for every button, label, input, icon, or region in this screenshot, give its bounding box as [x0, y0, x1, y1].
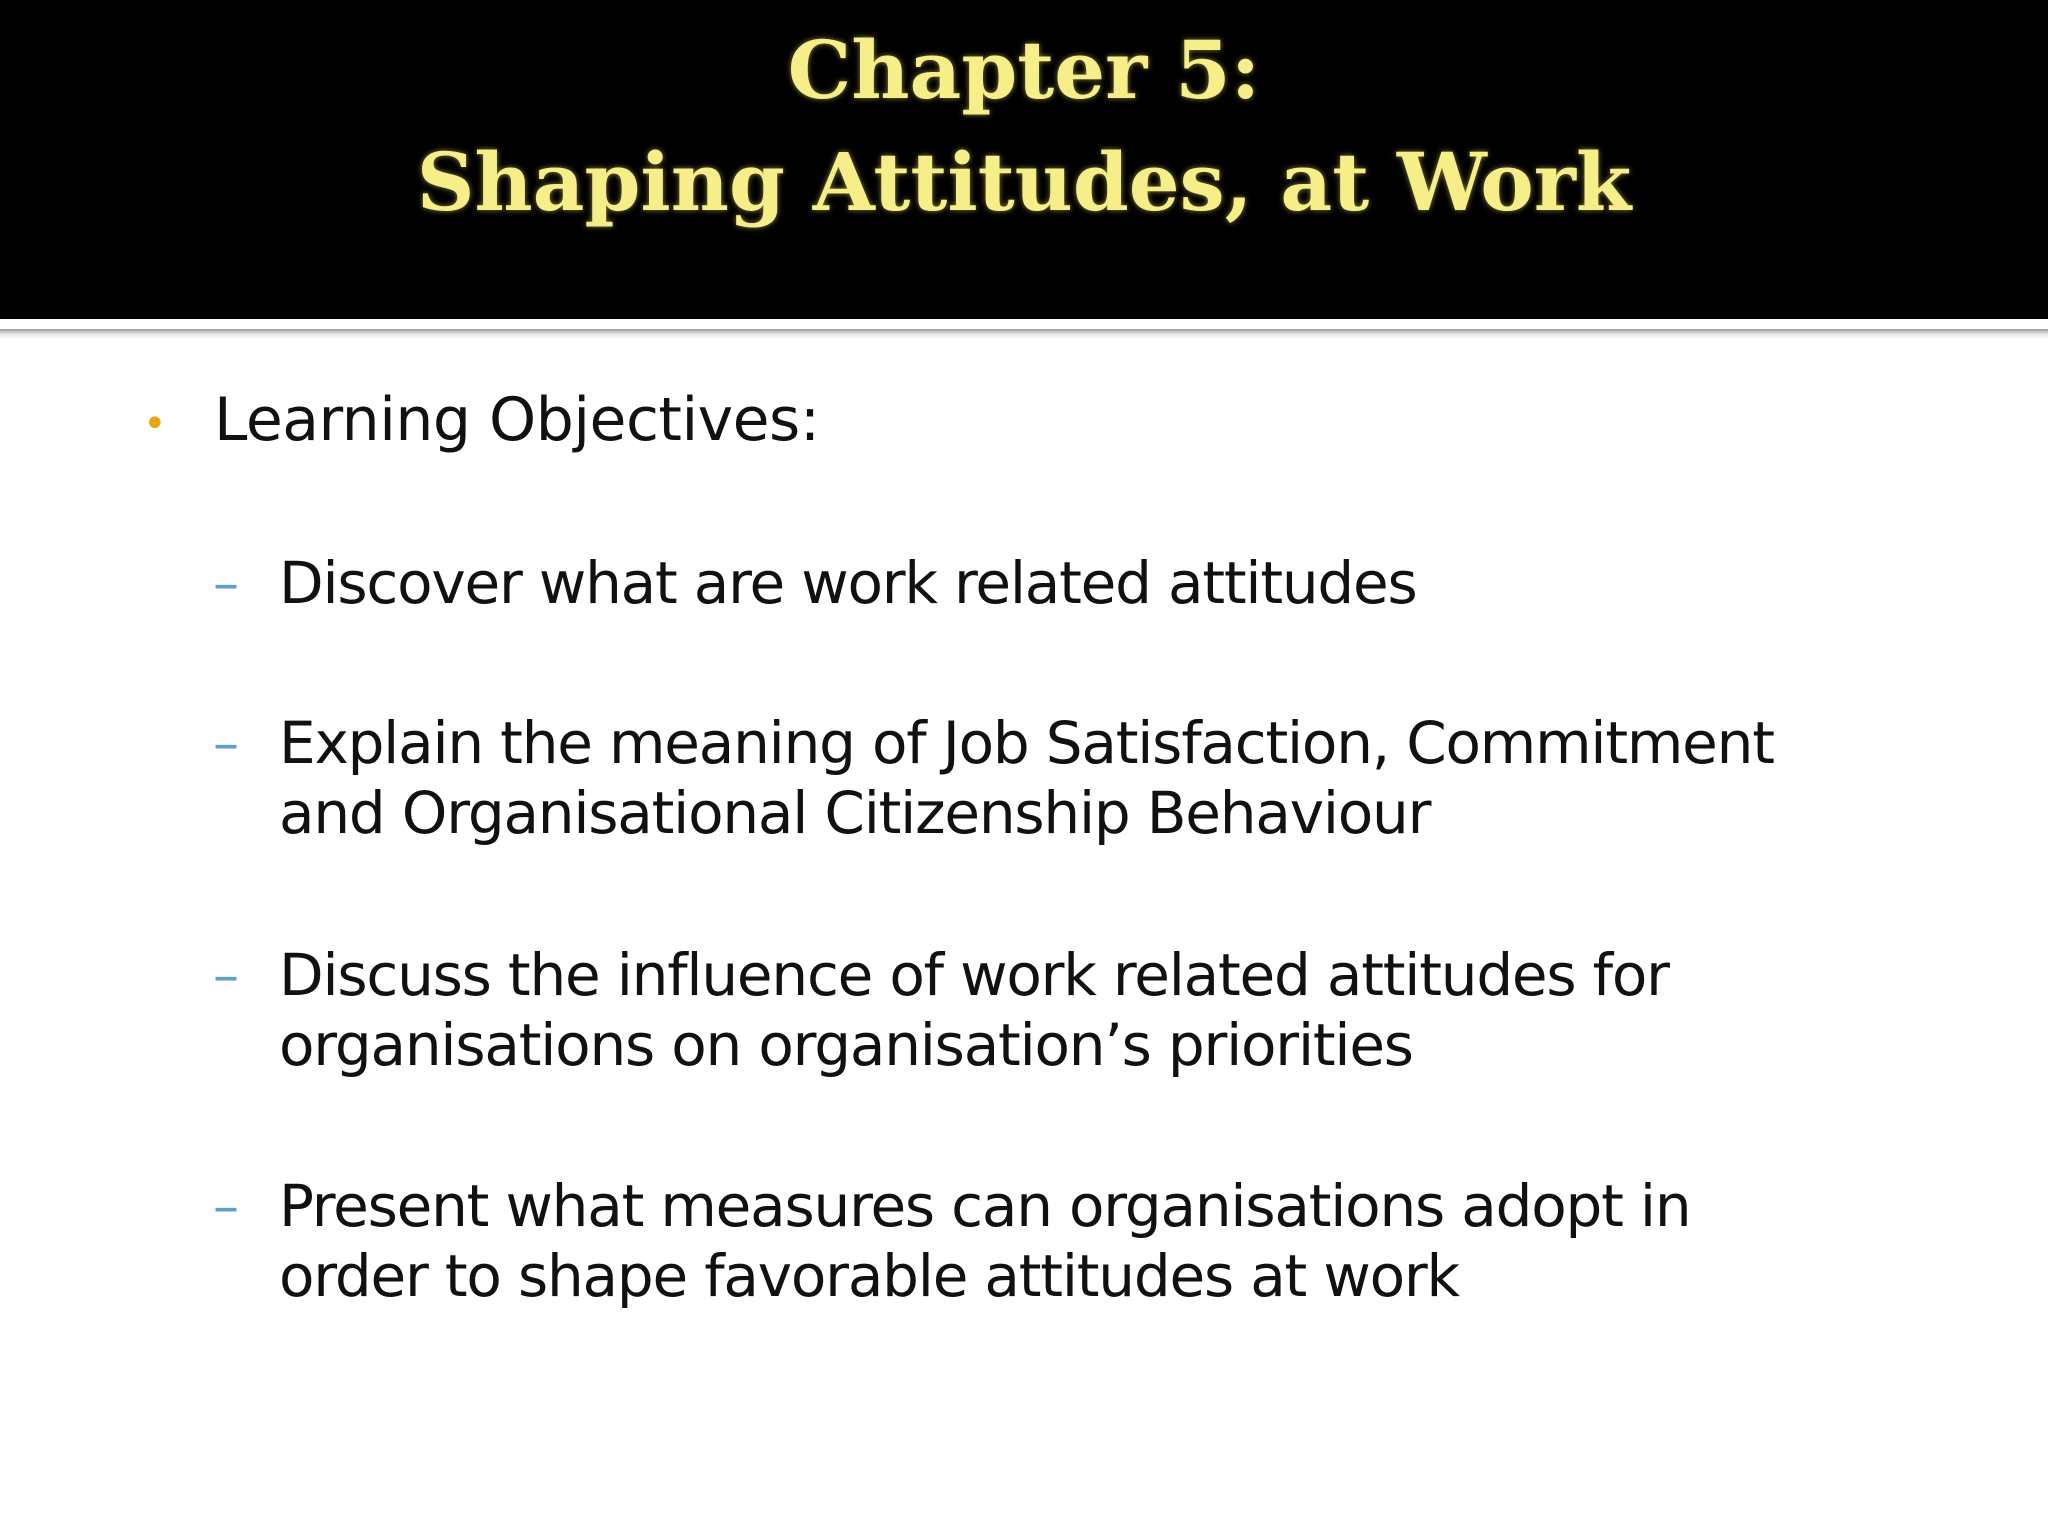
bullet-dot-icon: • [143, 401, 167, 447]
dash-icon: – [213, 554, 239, 614]
dash-icon: – [213, 946, 239, 1006]
title-line-1: Chapter 5: [787, 23, 1261, 117]
objective-line: Present what measures can organisations adopt in [279, 1172, 1691, 1240]
bullet-heading: Learning Objectives: [214, 385, 820, 455]
dash-icon: – [213, 1177, 239, 1237]
objective-line: Explain the meaning of Job Satisfaction, Commitment [279, 709, 1774, 777]
objective-text [279, 548, 2019, 618]
objective-text [279, 1171, 2019, 1311]
objective-text [279, 708, 2019, 848]
objective-line: and Organisational Citizenship Behaviour [279, 779, 1431, 847]
objective-text [279, 940, 2019, 1080]
objective-line: order to shape favorable attitudes at work [279, 1242, 1459, 1310]
title-line-2: Shaping Attitudes, at Work [416, 135, 1632, 229]
objective-line: Discover what are work related attitudes [279, 549, 1417, 617]
objective-line: organisations on organisation’s priorities [279, 1011, 1413, 1079]
dash-icon: – [213, 714, 239, 774]
objective-line: Discuss the influence of work related attitudes for [279, 941, 1669, 1009]
